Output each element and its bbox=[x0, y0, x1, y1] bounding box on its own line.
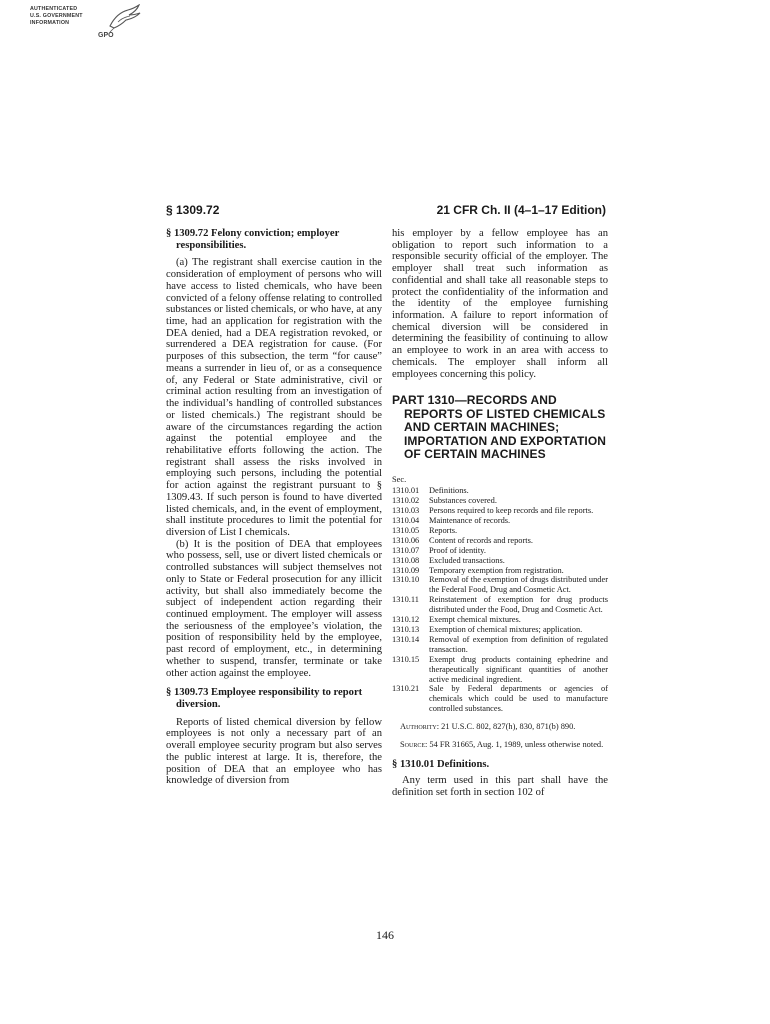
toc-entry-title: Substances covered. bbox=[429, 496, 497, 506]
toc-entry bbox=[392, 625, 608, 635]
source-note bbox=[392, 740, 608, 750]
gpo-logo-text: GPO bbox=[98, 32, 114, 39]
stamp-line-2: U.S. GOVERNMENT bbox=[30, 13, 83, 19]
toc-entry-number: 1310.04 bbox=[392, 516, 420, 525]
toc-entry bbox=[392, 496, 608, 506]
toc-entry-title: Maintenance of records. bbox=[429, 516, 511, 525]
section-heading-1310-01: § 1310.01 Definitions. bbox=[392, 759, 490, 771]
toc-entry-title: Excluded transactions. bbox=[429, 555, 505, 565]
toc-entry-number: 1310.07 bbox=[392, 545, 420, 555]
toc-entry-number: 1310.11 bbox=[392, 595, 419, 605]
toc-sec-label: Sec. bbox=[392, 475, 407, 485]
toc-entry bbox=[392, 615, 608, 625]
paragraph-1309-73: Reports of listed chemical diversion by fellow employees is not only a necessary part of an overall employee security program but also serves the public interest at large. It is, therefore, the position of DEA that an employee who has knowledge of diversion from bbox=[166, 716, 382, 787]
toc-entry bbox=[392, 506, 608, 516]
part-1310-title: PART 1310—RECORDS AND REPORTS OF LISTED CHEMICALS AND CERTAIN MACHINES; IMPORTATION AND EXPORTATION OF CERTAIN MACHINES bbox=[392, 393, 607, 461]
toc-entry-number: 1310.05 bbox=[392, 525, 420, 535]
paragraph-1309-72-a: (a) The registrant shall exercise caution in the consideration of employment of persons who will have access to listed chemicals, who have been convicted of a felony offense relating to controlled substances or listed chemicals, or who have, at any time, had an application for registration with the DEA denied, had a DEA registration revoked, or surrendered a DEA registration for cause. (For purposes of this subsection, the term “for cause” means a surrender in lieu of, or as a consequence of, any Federal or State administrative, civil or criminal action resulting from an investigation of the individual’s handling of controlled substances or listed chemicals.) The registrant should be aware of the circumstances regarding the action against the potential employee and the rehabilitative efforts following the action. The registrant shall assess the risks involved in employing such persons, including the potential for action against the registrant pursuant to § 1309.43. If such person is found to have diverted listed chemicals, and, in the event of employment, shall institute procedures to limit the potential for diversion of List I chemicals. bbox=[166, 257, 382, 538]
source-text: 54 FR 31665, Aug. 1, 1989, unless otherwise noted. bbox=[429, 740, 604, 750]
toc-entry bbox=[392, 516, 608, 526]
toc-entry-number: 1310.14 bbox=[392, 634, 420, 644]
stamp-line-3: INFORMATION bbox=[30, 20, 70, 26]
toc-entry bbox=[392, 566, 608, 576]
section-heading-1309-72: § 1309.72 Felony conviction; employer responsibilities. bbox=[166, 228, 340, 251]
page-number: 146 bbox=[376, 928, 394, 942]
toc-list bbox=[392, 486, 608, 714]
toc-entry bbox=[392, 526, 608, 536]
toc-entry bbox=[392, 556, 608, 566]
toc-entry bbox=[392, 486, 608, 496]
toc-entry-number: 1310.02 bbox=[392, 496, 420, 506]
toc-entry-number: 1310.10 bbox=[392, 575, 420, 585]
toc-entry-title: Proof of identity. bbox=[429, 545, 486, 555]
gpo-authentication-stamp bbox=[26, 4, 144, 46]
paragraph-1309-72-b: (b) It is the position of DEA that employees who possess, sell, use or divert listed chemicals or controlled substances will subject themselves not only to State or Federal prosecution for any illicit activity, but shall also immediately become the subject of independent action regarding their continued employment. The employer will assess the seriousness of the employee’s violation, the position of responsibility held by the employee, past record of employment, etc., in determining whether to suspend, transfer, terminate or take other action against the employee. bbox=[166, 538, 382, 679]
authority-label: Authority: bbox=[400, 722, 440, 732]
toc-entry bbox=[392, 655, 608, 685]
toc-entry-title: Removal of exemption from definition of regulated transaction. bbox=[429, 634, 608, 654]
authority-text: 21 U.S.C. 802, 827(h), 830, 871(b) 890. bbox=[441, 722, 576, 732]
toc-entry-number: 1310.09 bbox=[392, 565, 420, 575]
toc-entry-title: Content of records and reports. bbox=[429, 535, 533, 545]
table-of-contents bbox=[392, 475, 608, 714]
toc-entry bbox=[392, 536, 608, 546]
toc-entry bbox=[392, 635, 608, 655]
toc-entry-number: 1310.21 bbox=[392, 684, 420, 694]
toc-entry-number: 1310.12 bbox=[392, 615, 420, 625]
toc-entry-number: 1310.13 bbox=[392, 624, 420, 634]
paragraph-1310-01: Any term used in this part shall have the definition set forth in section 102 of bbox=[392, 774, 608, 798]
toc-entry bbox=[392, 595, 608, 615]
toc-entry-title: Reinstatement of exemption for drug products distributed under the Food, Drug and Cosmetic Act. bbox=[429, 595, 608, 615]
toc-entry-title: Exempt chemical mixtures. bbox=[429, 615, 521, 625]
toc-entry-number: 1310.08 bbox=[392, 555, 420, 565]
toc-entry-title: Persons required to keep records and file reports. bbox=[429, 506, 594, 516]
toc-entry-title: Definitions. bbox=[429, 486, 469, 496]
section-heading-1309-73: § 1309.73 Employee responsibility to report diversion. bbox=[166, 687, 363, 711]
toc-entry bbox=[392, 546, 608, 556]
eagle-seal-icon bbox=[106, 4, 142, 34]
toc-entry bbox=[392, 684, 608, 714]
toc-entry-title: Sale by Federal departments or agencies of chemicals which could be used to manufacture controlled substances. bbox=[429, 684, 608, 714]
right-column bbox=[392, 228, 608, 798]
authority-note bbox=[392, 722, 608, 732]
left-column bbox=[166, 228, 382, 787]
toc-entry-title: Exemption of chemical mixtures; application. bbox=[429, 624, 583, 634]
running-header-title: 21 CFR Ch. II (4–1–17 Edition) bbox=[436, 203, 606, 217]
stamp-line-1: AUTHENTICATED bbox=[30, 6, 78, 12]
toc-entry-title: Exempt drug products containing ephedrine and therapeutically significant quantities of another active medicinal ingredient. bbox=[429, 654, 608, 684]
toc-entry-number: 1310.01 bbox=[392, 486, 420, 496]
toc-entry-number: 1310.15 bbox=[392, 654, 420, 664]
toc-entry-title: Temporary exemption from registration. bbox=[429, 565, 564, 575]
toc-entry-title: Reports. bbox=[429, 525, 458, 535]
toc-entry-number: 1310.03 bbox=[392, 506, 420, 516]
running-header-section: § 1309.72 bbox=[166, 203, 220, 217]
paragraph-1309-73-continued: his employer by a fellow employee has an obligation to report such information to a responsible security official of the employer. The employer shall treat such information as confidential and shall take all reasonable steps to protect the confidentiality of the information and the identity of the employee furnishing information. A failure to report information of chemical diversion will be considered in determining the feasibility of continuing to allow an employee to work in an area with access to chemicals. The employer shall inform all employees concerning this policy. bbox=[392, 228, 608, 380]
toc-entry-number: 1310.06 bbox=[392, 535, 420, 545]
toc-entry-title: Removal of the exemption of drugs distributed under the Federal Food, Drug and Cosmetic Act. bbox=[429, 575, 608, 595]
source-label: Source: bbox=[400, 740, 428, 750]
toc-entry bbox=[392, 575, 608, 595]
